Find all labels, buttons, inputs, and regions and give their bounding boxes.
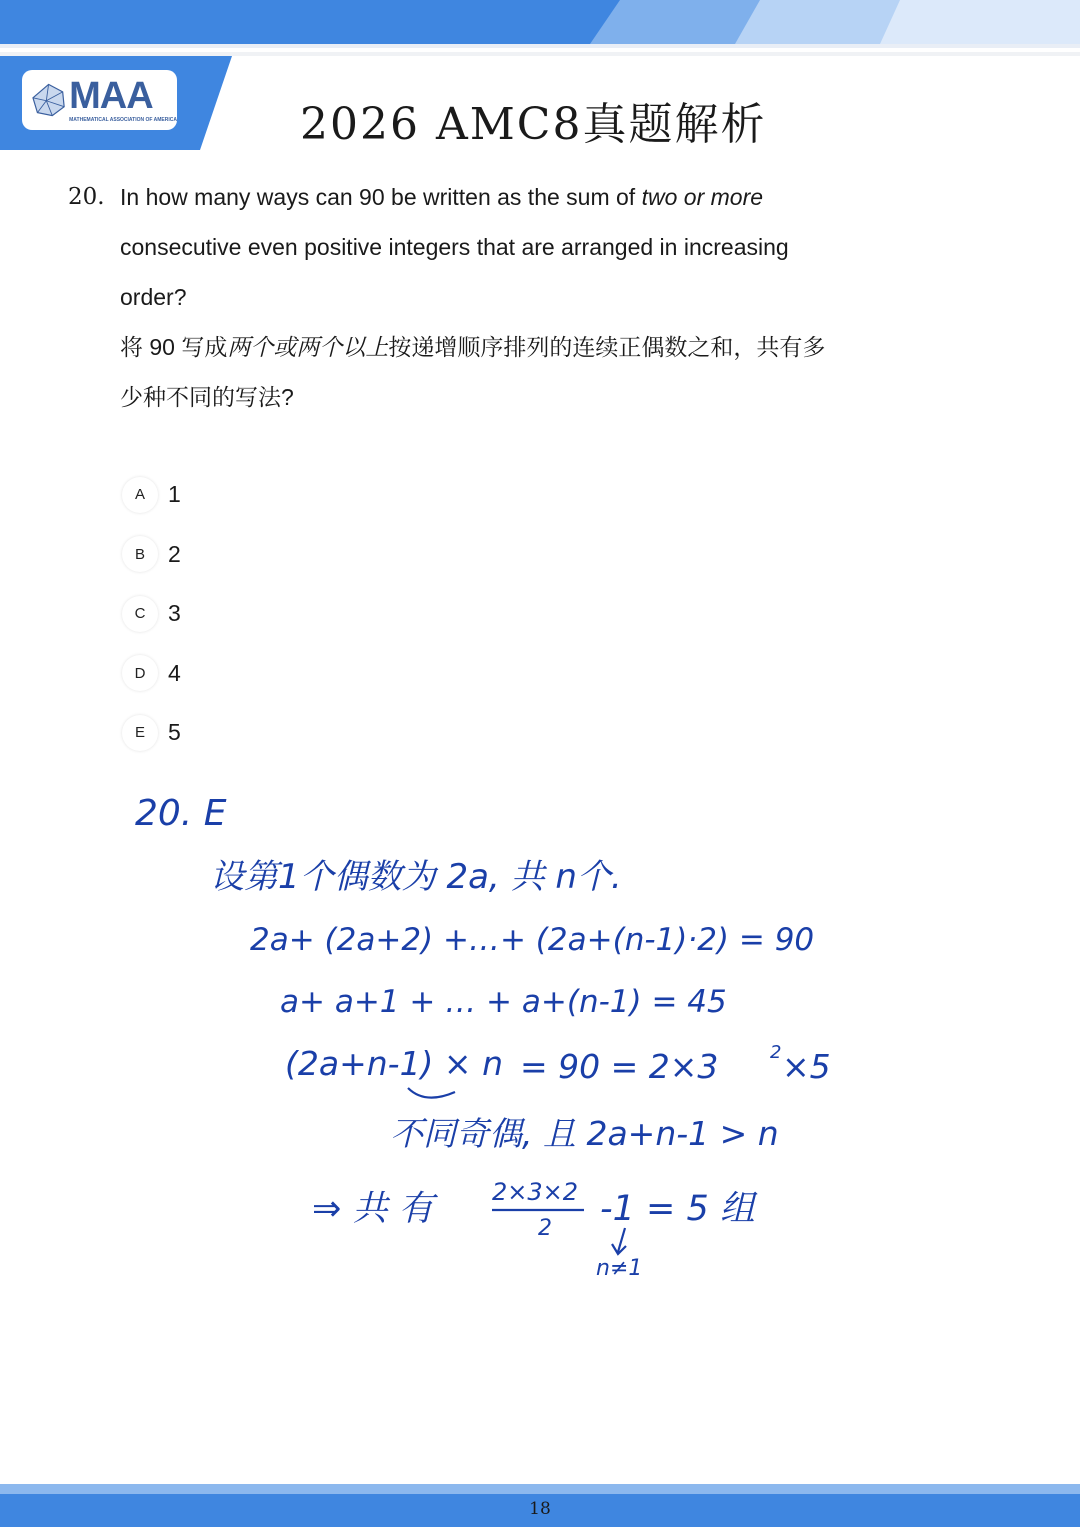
page-title: 2026 AMC8真题解析: [300, 99, 767, 150]
option-letter: B: [122, 536, 158, 572]
option-b[interactable]: [122, 525, 181, 585]
solution-line-2: 2a+ (2a+2) +…+ (2a+(n-1)·2) = 90: [250, 922, 815, 958]
maa-logo: [22, 70, 177, 130]
top-decorative-band: [0, 0, 1080, 60]
question-zh-line-1: 将 90 写成两个或两个以上按递增顺序排列的连续正偶数之和，共有多: [120, 334, 826, 360]
solution-exponent: 2: [770, 1042, 782, 1063]
option-letter: A: [122, 477, 158, 513]
option-value: 1: [168, 481, 181, 508]
fraction-numerator: 2×3×2: [492, 1178, 579, 1206]
question-en-line-1: In how many ways can 90 be written as the sum of two or more: [120, 184, 764, 210]
arrow-down-icon: [612, 1228, 626, 1254]
logo-abbreviation: MAA: [69, 75, 153, 117]
question-number: 20.: [68, 184, 105, 210]
solution-line-4-lhs: (2a+n-1) × n: [285, 1044, 503, 1083]
footer-light-stripe: [0, 1484, 1080, 1494]
solution-line-6-pre: ⇒ 共 有: [312, 1189, 434, 1229]
emphasis-text-zh: 两个或两个以上: [227, 334, 389, 360]
option-value: 4: [168, 659, 181, 686]
solution-line-6-post: -1 = 5 组: [600, 1189, 755, 1229]
solution-line-4-tail: ×5: [782, 1047, 831, 1086]
logo-subtitle: MATHEMATICAL ASSOCIATION OF AMERICA: [69, 117, 177, 123]
option-letter: E: [122, 715, 158, 751]
solution-line-1: 设第1个偶数为 2a, 共 n个.: [210, 857, 622, 897]
option-e[interactable]: [122, 703, 181, 763]
solution-answer: 20. E: [135, 793, 227, 834]
page-number: 18: [529, 1499, 551, 1519]
option-letter: D: [122, 655, 158, 691]
option-letter: C: [122, 596, 158, 632]
option-c[interactable]: [122, 584, 181, 644]
question-zh-line-2: 少种不同的写法?: [120, 384, 294, 410]
solution-note: n≠1: [596, 1256, 643, 1281]
polyhedron-icon: [30, 75, 67, 125]
option-value: 3: [168, 600, 181, 627]
fraction-denominator: 2: [538, 1216, 552, 1241]
option-value: 2: [168, 540, 181, 567]
solution-line-5: 不同奇偶, 且 2a+n-1 > n: [390, 1114, 779, 1153]
solution-line-3: a+ a+1 + … + a+(n-1) = 45: [280, 984, 727, 1020]
option-value: 5: [168, 719, 181, 746]
question-en-line-3: order?: [120, 284, 187, 310]
answer-options: [122, 465, 181, 763]
option-a[interactable]: [122, 465, 181, 525]
question-block: [68, 172, 888, 422]
underbrace-stroke: [408, 1088, 455, 1098]
option-d[interactable]: [122, 644, 181, 704]
solution-line-4-rhs: = 90 = 2×3: [520, 1047, 719, 1086]
handwritten-solution: [0, 770, 1080, 1310]
question-en-line-2: consecutive even positive integers that are arranged in increasing: [120, 234, 789, 260]
emphasis-text: two or more: [641, 184, 764, 210]
